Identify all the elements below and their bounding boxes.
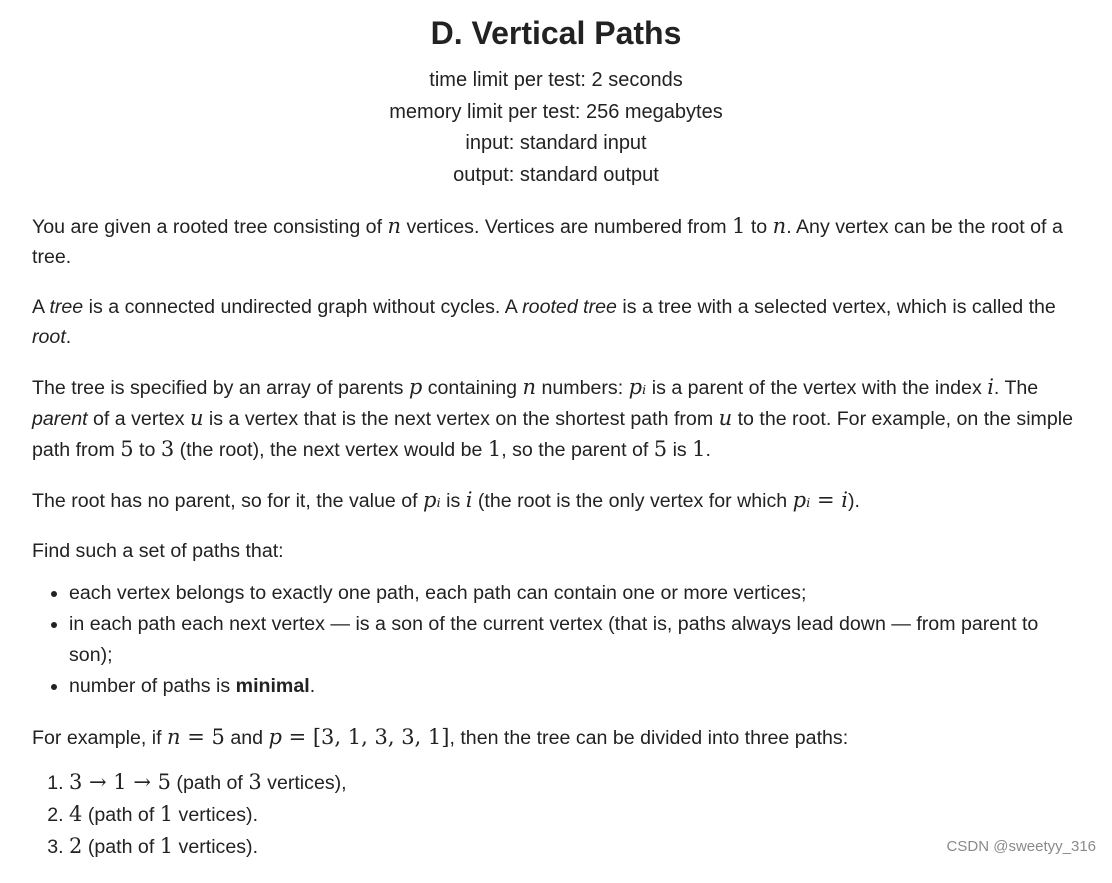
text-run: to	[745, 216, 773, 238]
text-run: Find such a set of paths that:	[32, 540, 284, 562]
text-run: is	[667, 439, 693, 461]
text-run: is	[440, 490, 466, 512]
math-expression: 1	[159, 802, 174, 826]
math-expression: pᵢ = i	[792, 488, 848, 512]
problem-statement	[32, 211, 1082, 883]
paragraph	[32, 485, 1082, 516]
text-run: , so the parent of	[501, 439, 654, 461]
text-run: A	[32, 296, 50, 318]
math-expression: 3	[160, 437, 175, 461]
numbered-list	[32, 767, 1082, 863]
math-expression: = 5	[180, 725, 225, 749]
problem-limits	[0, 65, 1112, 191]
text-run: and	[224, 727, 269, 749]
memory-limit: memory limit per test: 256 megabytes	[389, 100, 723, 123]
text-run: (path of	[82, 804, 160, 826]
math-expression: 3	[248, 770, 262, 794]
math-expression: 3 → 1 → 5	[69, 770, 171, 794]
text-run: (the root is the only vertex for which	[472, 490, 793, 512]
problem-header	[0, 0, 1112, 191]
math-expression: 1	[732, 214, 746, 238]
math-expression: 1	[487, 437, 502, 461]
text-run: . Any vertex can be the root of a tree.	[32, 216, 1063, 268]
list-item	[69, 831, 1082, 863]
text-run: For example, if	[32, 727, 168, 749]
text-run: to the root. For example, on the simple path from	[32, 408, 1074, 461]
math-expression: 4	[69, 802, 83, 826]
watermark: CSDN @sweetyy_316	[946, 838, 1096, 855]
paragraph	[32, 372, 1082, 465]
list-item	[69, 767, 1082, 799]
text-run: The root has no parent, so for it, the value of	[32, 490, 424, 512]
math-expression: pᵢ	[628, 375, 647, 399]
paragraph	[32, 722, 1082, 753]
math-expression: 2	[69, 834, 83, 858]
text-run: to	[133, 439, 161, 461]
list-item	[69, 671, 1082, 702]
text-run: containing	[422, 377, 523, 399]
time-limit: time limit per test: 2 seconds	[429, 69, 683, 91]
emphasis-text: tree	[49, 296, 84, 318]
math-expression: 1	[692, 437, 706, 461]
math-expression: p	[408, 375, 423, 399]
math-expression: i	[987, 375, 994, 399]
text-run: number of paths is	[69, 675, 236, 697]
paragraph	[32, 292, 1082, 352]
math-expression: n	[167, 725, 181, 749]
output-spec: output: standard output	[453, 163, 659, 186]
math-expression: n	[387, 214, 401, 238]
emphasis-text: parent	[32, 408, 88, 430]
bold-text: minimal	[235, 675, 310, 697]
text-run: is a connected undirected graph without cycles. A	[83, 296, 523, 318]
text-run: vertices. Vertices are numbered from	[401, 216, 733, 238]
input-spec: input: standard input	[465, 132, 647, 155]
list-item	[69, 799, 1082, 831]
text-run: You are given a rooted tree consisting of	[32, 216, 388, 238]
text-run: is a tree with a selected vertex, which is called the	[616, 296, 1056, 318]
math-expression: 5	[653, 437, 668, 461]
text-run: vertices).	[173, 804, 259, 826]
text-run: (path of	[170, 772, 249, 794]
text-run: . The	[993, 377, 1039, 399]
text-run: .	[309, 675, 316, 697]
math-expression: = [3, 1, 3, 3, 1]	[281, 725, 450, 749]
text-run: of a vertex	[87, 408, 190, 430]
math-expression: i	[465, 488, 473, 512]
list-item	[69, 578, 1082, 609]
text-run: is a vertex that is the next vertex on the shortest path from	[203, 408, 719, 430]
math-expression: n	[772, 214, 787, 238]
text-run: each vertex belongs to exactly one path, each path can contain one or more vertices;	[69, 582, 807, 604]
text-run: The tree is specified by an array of parents	[32, 377, 409, 399]
text-run: numbers:	[536, 377, 629, 399]
math-expression: u	[189, 406, 204, 430]
text-run: is a parent of the vertex with the index	[646, 377, 988, 399]
text-run: (path of	[82, 836, 160, 858]
math-expression: p	[268, 725, 282, 749]
text-run: , then the tree can be divided into three paths:	[449, 727, 849, 749]
text-run: (the root), the next vertex would be	[174, 439, 488, 461]
text-run: ).	[847, 490, 860, 512]
paragraph	[32, 536, 1082, 566]
math-expression: pᵢ	[423, 488, 441, 512]
paragraph	[32, 211, 1082, 272]
emphasis-text: root	[32, 326, 66, 348]
emphasis-text: rooted tree	[522, 296, 617, 318]
text-run: .	[65, 326, 72, 348]
math-expression: n	[522, 375, 537, 399]
bullet-list	[32, 578, 1082, 702]
list-item	[69, 609, 1082, 671]
text-run: vertices),	[261, 772, 347, 794]
text-run: .	[705, 439, 711, 461]
math-expression: u	[718, 406, 733, 430]
text-run: vertices).	[173, 836, 259, 858]
problem-title: D. Vertical Paths	[430, 15, 682, 51]
math-expression: 5	[120, 437, 134, 461]
math-expression: 1	[159, 834, 174, 858]
text-run: in each path each next vertex — is a son of the current vertex (that is, paths always lead down — from parent to son);	[69, 613, 1039, 666]
